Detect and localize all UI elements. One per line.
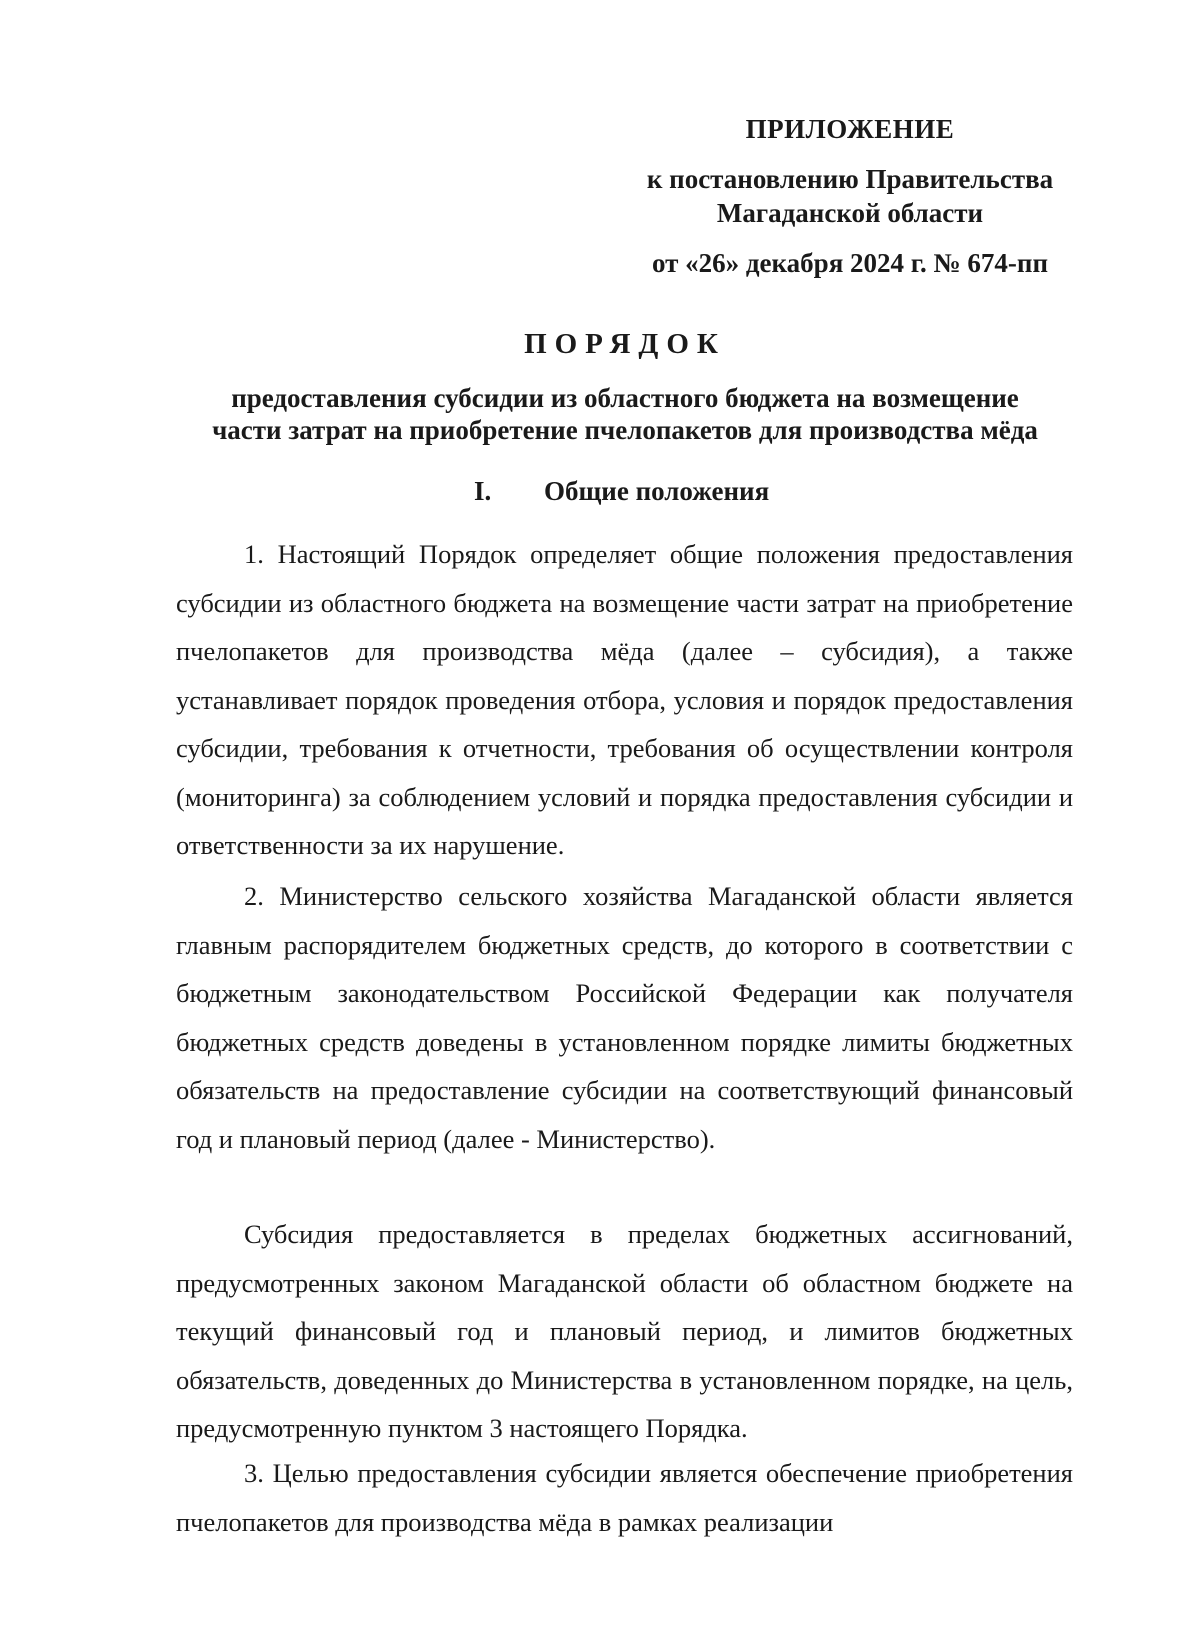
appendix-date-line: от «26» декабря 2024 г. № 674-пп <box>651 248 1049 278</box>
paragraph-2: 2. Министерство сельского хозяйства Магаданской области является главным распорядителем бюджетных средств, до которого в соответствии с бюджетным законодательством Российской Федерации как получателя бюджетных средств доведены в установленном порядке лимиты бюджетных обязательств на предоставление субсидии на соответствующий финансовый год и плановый период (далее - Министерство). <box>176 881 1073 1154</box>
section-title: Общие положения <box>544 476 770 506</box>
document-subtitle <box>160 382 1090 446</box>
appendix-line-1: к постановлению Правительства <box>646 164 1054 194</box>
section-number: I. <box>474 476 492 506</box>
document-subtitle-line-1: предоставления субсидии из областного бюджета на возмещение <box>231 383 1019 413</box>
document-title: ПОРЯДОК <box>524 328 726 360</box>
paragraph-3: Субсидия предоставляется в пределах бюджетных ассигнований, предусмотренных законом Магаданской области об областном бюджете на текущий финансовый год и плановый период, и лимитов бюджетных обязательств, доведенных до Министерства в установленном порядке, на цель, предусмотренную пунктом 3 настоящего Порядка. <box>176 1219 1073 1443</box>
paragraph-1: 1. Настоящий Порядок определяет общие положения предоставления субсидии из областного бюджета на возмещение части затрат на приобретение пчелопакетов для производства мёда (далее – субсидия), а также устанавливает порядок проведения отбора, условия и порядок предоставления субсидии, требования к отчетности, требования об осуществлении контроля (мониторинга) за соблюдением условий и порядка предоставления субсидии и ответственности за их нарушение. <box>176 539 1073 860</box>
appendix-title: ПРИЛОЖЕНИЕ <box>745 114 955 144</box>
appendix-block <box>640 112 1060 280</box>
document-subtitle-line-2: части затрат на приобретение пчелопакетов для производства мёда <box>212 415 1038 445</box>
appendix-line-2: Магаданской области <box>716 198 984 228</box>
section-heading <box>474 476 769 507</box>
paragraph-4: 3. Целью предоставления субсидии является обеспечение приобретения пчелопакетов для производства мёда в рамках реализации <box>176 1458 1073 1537</box>
